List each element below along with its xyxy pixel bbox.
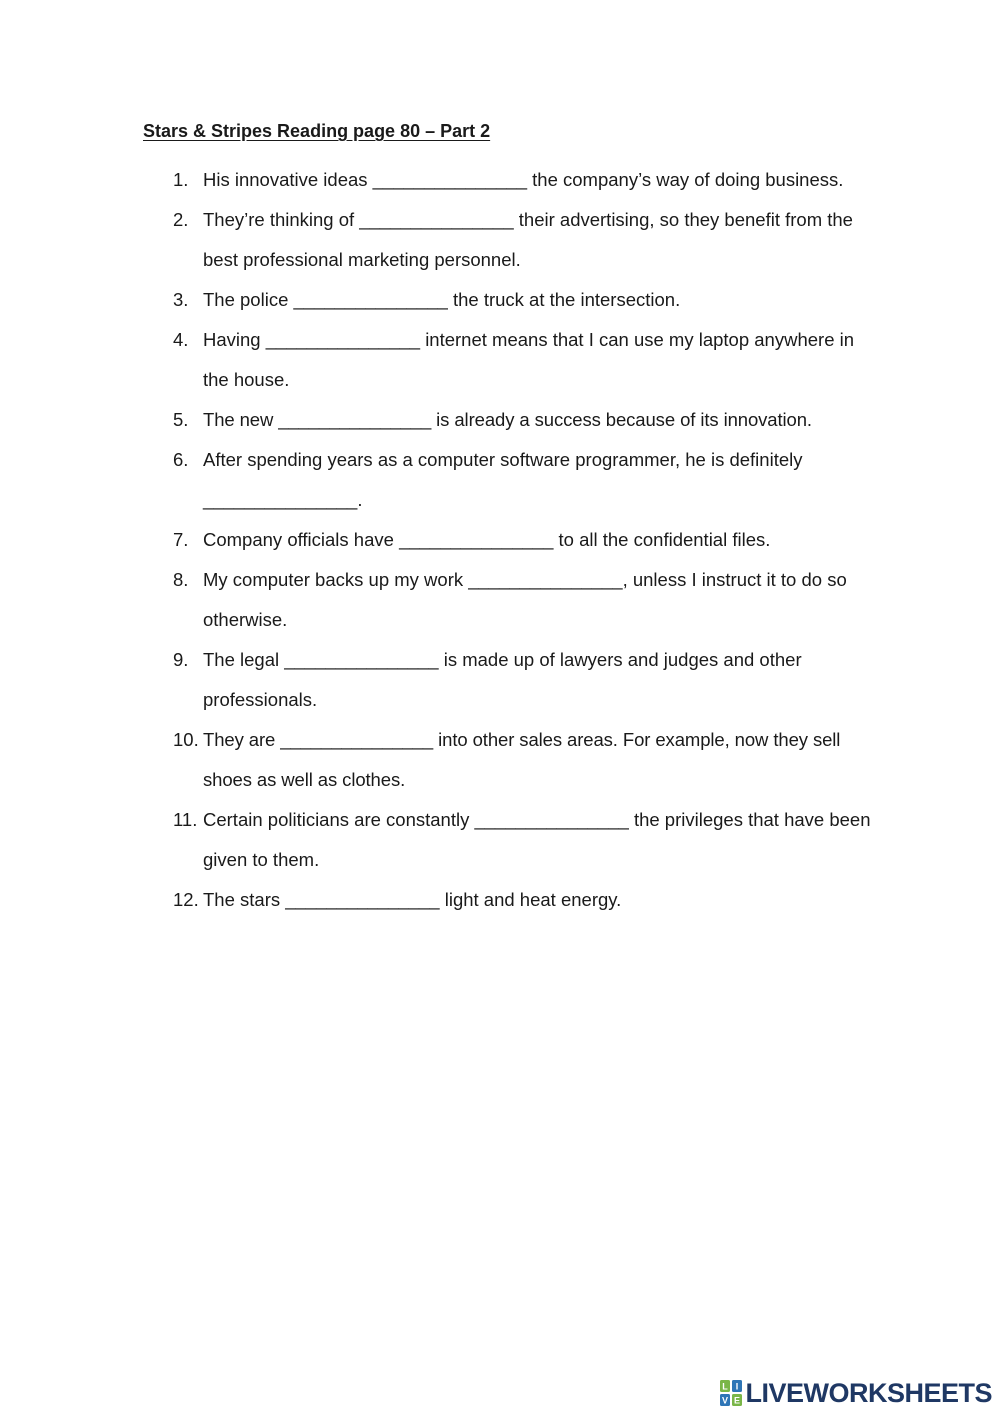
question-text: Company officials have _______________ to all the confidential files. — [203, 529, 771, 550]
liveworksheets-logo-icon — [720, 1380, 742, 1406]
question-item — [173, 880, 873, 920]
question-text: After spending years as a computer software programmer, he is definitely _______________. — [203, 449, 803, 510]
question-number: 11. — [173, 809, 198, 830]
question-text: They are _______________ into other sales areas. For example, now they sell shoes as well as clothes. — [203, 729, 841, 790]
question-number: 9. — [173, 649, 189, 670]
question-number: 5. — [173, 409, 189, 430]
question-number: 1. — [173, 169, 189, 190]
question-item — [173, 160, 873, 200]
question-number: 6. — [173, 449, 189, 470]
question-text: My computer backs up my work _______________, unless I instruct it to do so otherwise. — [203, 569, 847, 630]
question-text: His innovative ideas _______________ the company’s way of doing business. — [203, 169, 844, 190]
question-item — [173, 280, 873, 320]
question-item — [173, 400, 873, 440]
question-number: 8. — [173, 569, 189, 590]
question-text: They’re thinking of _______________ their advertising, so they benefit from the best professional marketing personnel. — [203, 209, 853, 270]
question-item — [173, 320, 873, 400]
question-text: The legal _______________ is made up of lawyers and judges and other professionals. — [203, 649, 802, 710]
question-item — [173, 640, 873, 720]
question-number: 2. — [173, 209, 189, 230]
question-item — [173, 440, 873, 520]
question-number: 4. — [173, 329, 189, 350]
question-list — [173, 160, 873, 920]
question-item — [173, 720, 873, 800]
svg-text:I: I — [736, 1381, 739, 1392]
question-text: The police _______________ the truck at the intersection. — [203, 289, 681, 310]
question-number: 3. — [173, 289, 189, 310]
question-text: The stars _______________ light and heat energy. — [203, 889, 622, 910]
svg-text:V: V — [722, 1395, 729, 1406]
svg-text:L: L — [722, 1381, 729, 1392]
liveworksheets-logo-text: LIVEWORKSHEETS — [745, 1378, 992, 1408]
question-item — [173, 800, 873, 880]
question-number: 7. — [173, 529, 189, 550]
svg-text:E: E — [734, 1395, 741, 1406]
question-item — [173, 520, 873, 560]
question-number: 10. — [173, 729, 199, 750]
liveworksheets-logo — [720, 1379, 992, 1407]
question-text: The new _______________ is already a success because of its innovation. — [203, 409, 812, 430]
worksheet-title: Stars & Stripes Reading page 80 – Part 2 — [143, 121, 491, 141]
question-item — [173, 200, 873, 280]
question-text: Having _______________ internet means that I can use my laptop anywhere in the house. — [203, 329, 855, 390]
question-item — [173, 560, 873, 640]
question-number: 12. — [173, 889, 199, 910]
question-text: Certain politicians are constantly _______________ the privileges that have been given to them. — [203, 809, 871, 870]
